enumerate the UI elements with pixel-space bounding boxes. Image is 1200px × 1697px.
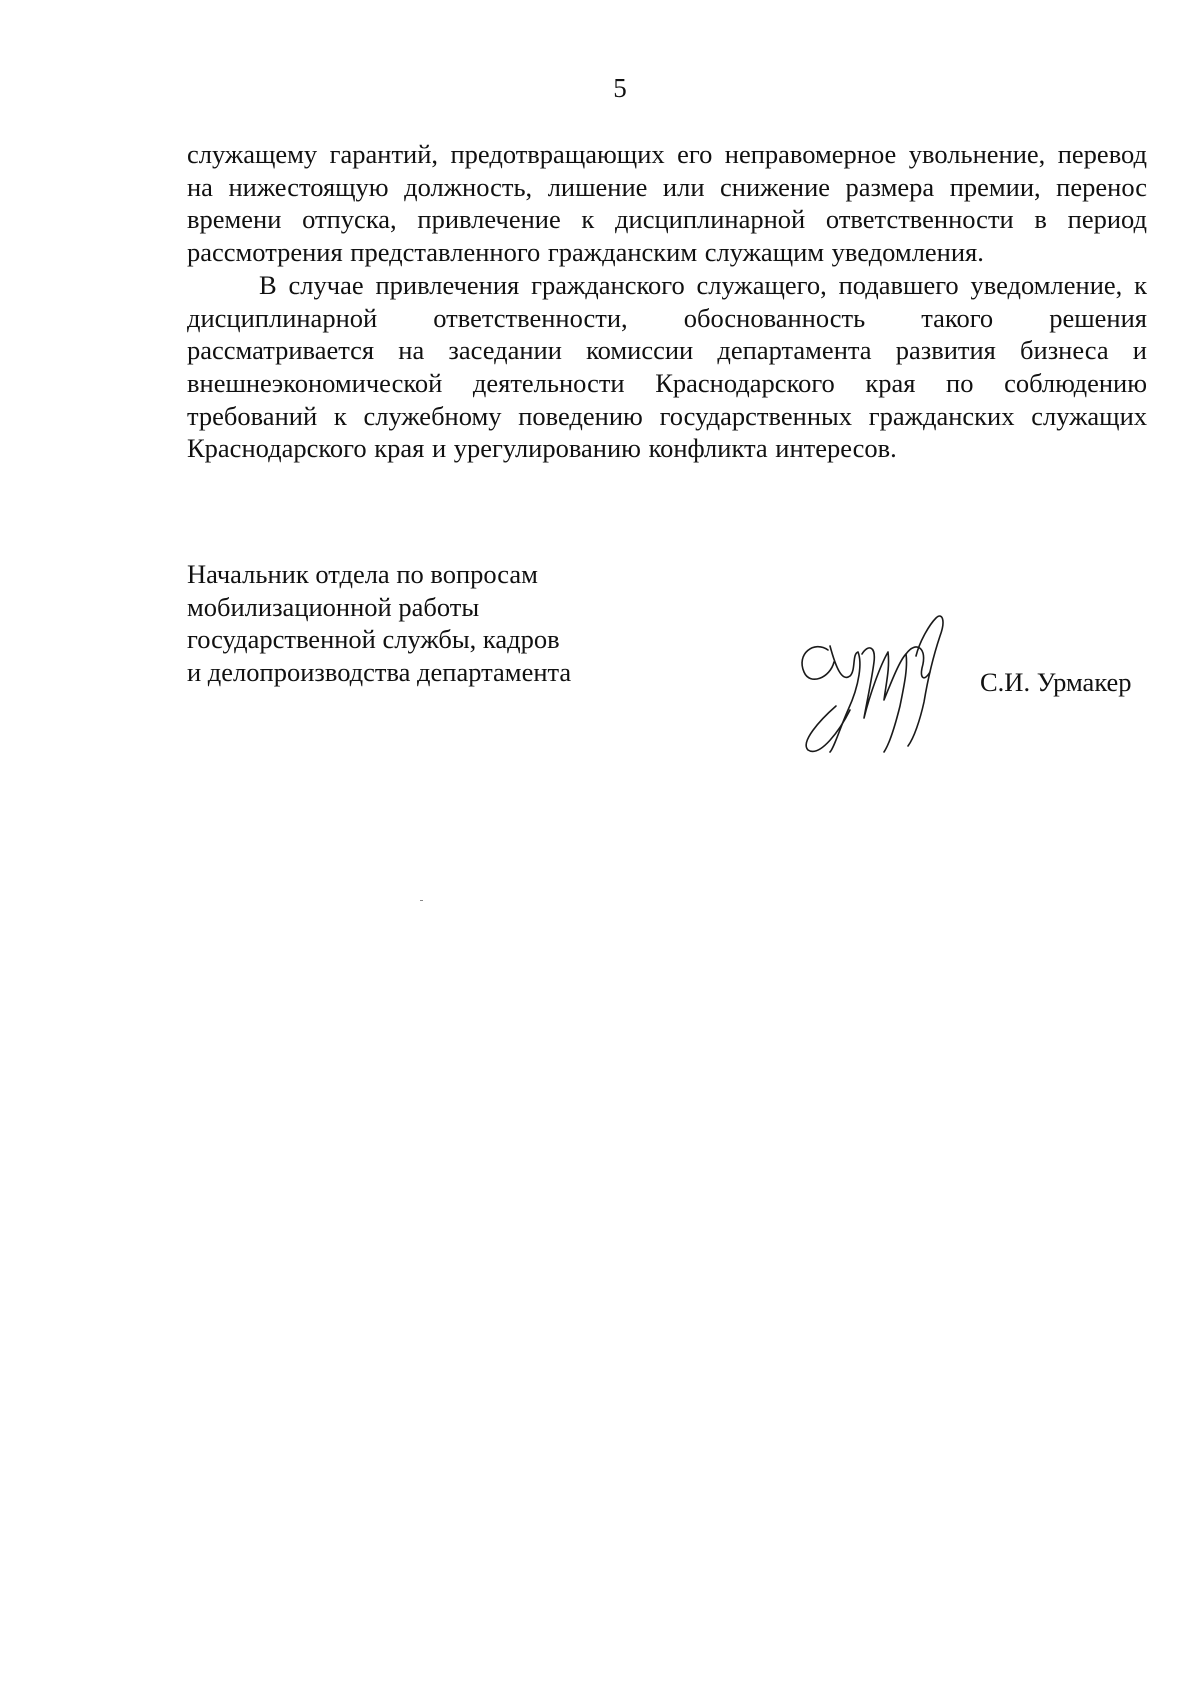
signature-stroke — [908, 616, 943, 746]
scan-artifact — [420, 900, 423, 901]
signature-stroke — [802, 647, 834, 680]
signatory-position — [187, 558, 607, 688]
position-line: государственной службы, кадров — [187, 624, 560, 654]
position-line: и делопроизводства департамента — [187, 656, 572, 687]
paragraph-disciplinary-review: В случае привлечения гражданского служащего, подавшего уведомление, к дисциплинарной ответственности, обоснованность такого решения рассматривается на заседании комиссии департамента развития бизнеса и внешнеэкономической деятельности Краснодарского края по соблюдению требований к служебному поведению государственных гражданских служащих Краснодарского края и урегулированию конфликта интересов. — [187, 269, 1147, 464]
paragraph-guarantees: служащему гарантий, предотвращающих его неправомерное увольнение, перевод на нижестоящую должность, лишение или снижение размера премии, перенос времени отпуска, привлечение к дисциплинарной ответственности в период рассмотрения представленного гражданским служащим уведомления. — [187, 139, 1147, 268]
signer-name: С.И. Урмакер — [980, 667, 1132, 697]
handwritten-signature — [790, 610, 960, 760]
position-line: Начальник отдела по вопросам — [187, 559, 538, 589]
position-line: мобилизационной работы — [187, 591, 480, 622]
page-number: 5 — [613, 73, 627, 103]
document-body — [187, 138, 1147, 465]
signature-stroke — [862, 648, 907, 752]
signature-stroke — [806, 706, 850, 751]
